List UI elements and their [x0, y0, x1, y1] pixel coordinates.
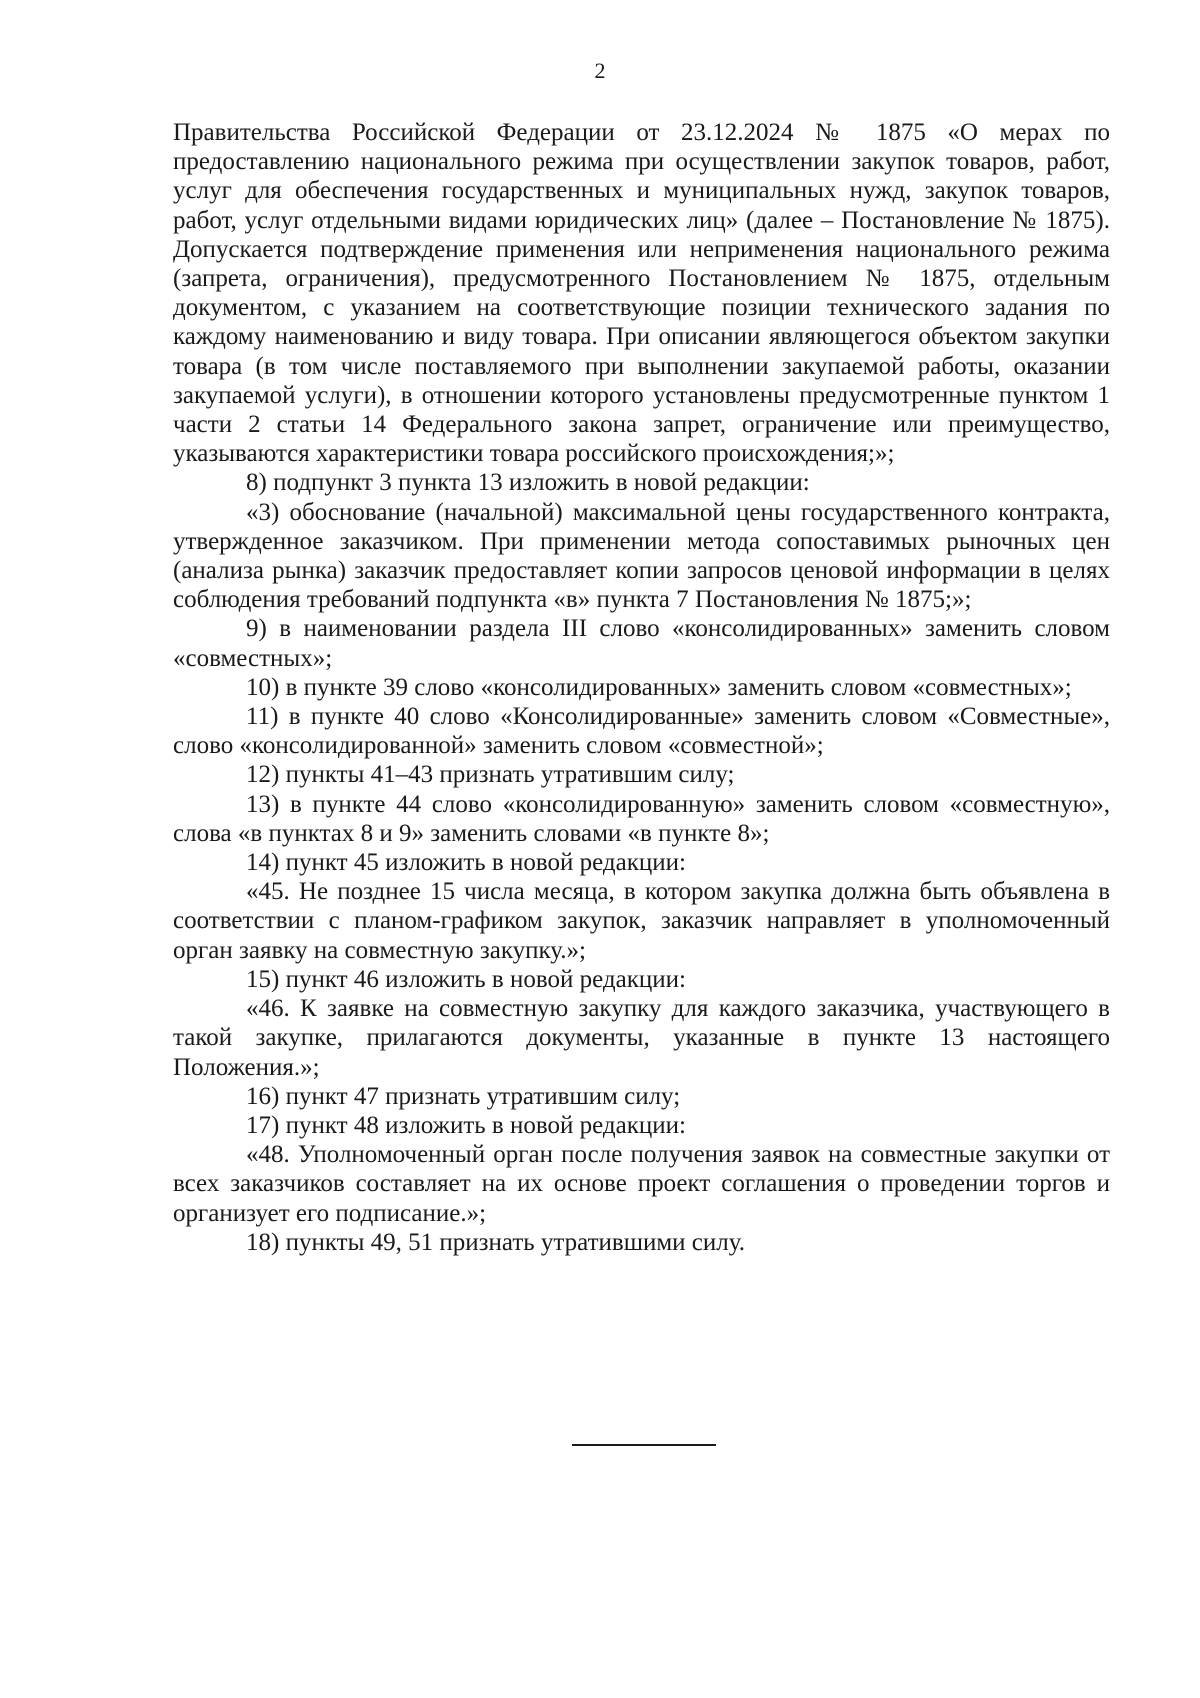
closing-rule: [572, 1444, 716, 1446]
paragraph: 12) пункты 41–43 признать утратившим силу;: [246, 761, 735, 789]
paragraph: 17) пункт 48 изложить в новой редакции:: [246, 1111, 686, 1139]
paragraph: 13) в пункте 44 слово «консолидированную» заменить словом «совместную», слова «в пунктах 8 и 9» заменить словами «в пункте 8»;: [173, 790, 1110, 847]
document-body: [173, 118, 1110, 1257]
paragraph: Правительства Российской Федерации от 23.12.2024 № 1875 «О мерах по предоставлению национального режима при осуществлении закупок товаров, работ, услуг для обеспечения государственных и муниципальных нужд, закупок товаров, работ, услуг отдельными видами юридических лиц» (далее – Постановление № 1875). Допускается подтверждение применения или неприменения национального режима (запрета, ограничения), предусмотренного Постановлением № 1875, отдельным документом, с указанием на соответствующие позиции технического задания по каждому наименованию и виду товара. При описании являющегося объектом закупки товара (в том числе поставляемого при выполнении закупаемой работы, оказании закупаемой услуги), в отношении которого установлены предусмотренные пунктом 1 части 2 статьи 14 Федерального закона запрет, ограничение или преимущество, указываются характеристики товара российского происхождения;»;: [173, 119, 1110, 468]
paragraph: 14) пункт 45 изложить в новой редакции:: [246, 849, 686, 877]
paragraph: 15) пункт 46 изложить в новой редакции:: [246, 965, 686, 993]
paragraph: «45. Не позднее 15 числа месяца, в котором закупка должна быть объявлена в соответствии с планом-графиком закупок, заказчик направляет в уполномоченный орган заявку на совместную закупку.»;: [173, 878, 1110, 964]
paragraph: «3) обоснование (начальной) максимальной цены государственного контракта, утвержденное заказчиком. При применении метода сопоставимых рыночных цен (анализа рынка) заказчик предоставляет копии запросов ценовой информации в целях соблюдения требований подпункта «в» пункта 7 Постановления № 1875;»;: [173, 498, 1110, 614]
paragraph: «46. К заявке на совместную закупку для каждого заказчика, участвующего в такой закупке, прилагаются документы, указанные в пункте 13 настоящего Положения.»;: [173, 995, 1110, 1081]
paragraph: «48. Уполномоченный орган после получения заявок на совместные закупки от всех заказчиков составляет на их основе проект соглашения о проведении торгов и организует его подписание.»;: [173, 1141, 1110, 1227]
paragraph: 16) пункт 47 признать утратившим силу;: [246, 1082, 681, 1110]
paragraph: 11) в пункте 40 слово «Консолидированные» заменить словом «Совместные», слово «консолидированной» заменить словом «совместной»;: [173, 703, 1110, 760]
paragraph: 8) подпункт 3 пункта 13 изложить в новой редакции:: [246, 469, 810, 497]
paragraph: 9) в наименовании раздела III слово «консолидированных» заменить словом «совместных»;: [173, 615, 1110, 672]
paragraph: 18) пункты 49, 51 признать утратившими силу.: [246, 1228, 745, 1256]
page-number: 2: [594, 58, 606, 83]
paragraph: 10) в пункте 39 слово «консолидированных» заменить словом «совместных»;: [246, 673, 1072, 701]
